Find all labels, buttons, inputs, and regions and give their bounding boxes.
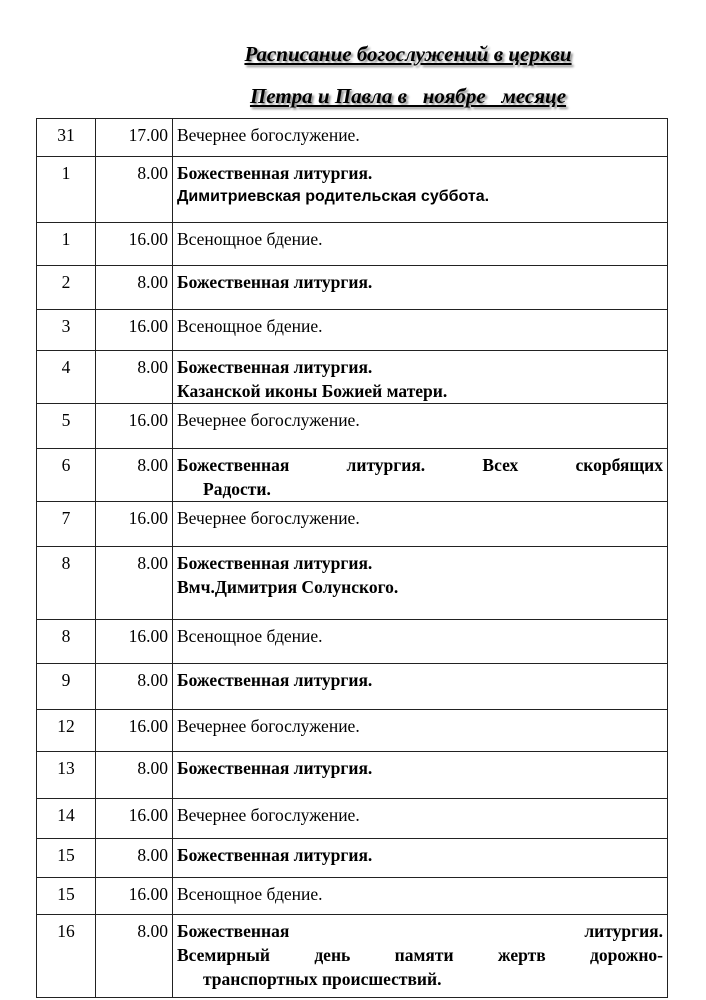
service-line: Радости. bbox=[203, 479, 271, 499]
service-cell bbox=[173, 710, 668, 752]
time-cell: 16.00 bbox=[96, 310, 173, 351]
table-row bbox=[37, 915, 668, 998]
table-row bbox=[37, 449, 668, 502]
table-row bbox=[37, 710, 668, 752]
service-cell bbox=[173, 839, 668, 878]
table-row bbox=[37, 547, 668, 620]
time-cell: 8.00 bbox=[96, 664, 173, 710]
service-line: Всенощное бдение. bbox=[177, 316, 323, 336]
service-line: Вечернее богослужение. bbox=[177, 508, 360, 528]
service-cell bbox=[173, 404, 668, 449]
table-row bbox=[37, 620, 668, 664]
time-cell: 16.00 bbox=[96, 620, 173, 664]
time-cell: 17.00 bbox=[96, 119, 173, 157]
service-cell bbox=[173, 157, 668, 223]
service-line: Всенощное бдение. bbox=[177, 884, 323, 904]
service-line: Божественная литургия. bbox=[177, 670, 373, 690]
service-line: Казанской иконы Божией матери. bbox=[177, 381, 448, 401]
service-cell bbox=[173, 449, 668, 502]
table-row bbox=[37, 502, 668, 547]
table-row bbox=[37, 310, 668, 351]
page-title-line-1: Расписание богослужений в церкви bbox=[244, 42, 572, 66]
table-row bbox=[37, 119, 668, 157]
service-line: Вечернее богослужение. bbox=[177, 125, 360, 145]
date-cell: 15 bbox=[37, 839, 96, 878]
date-cell: 8 bbox=[37, 547, 96, 620]
service-cell bbox=[173, 310, 668, 351]
service-cell bbox=[173, 266, 668, 310]
table-row bbox=[37, 878, 668, 915]
service-cell bbox=[173, 799, 668, 839]
service-cell bbox=[173, 664, 668, 710]
time-cell: 8.00 bbox=[96, 266, 173, 310]
service-cell bbox=[173, 620, 668, 664]
time-cell: 16.00 bbox=[96, 404, 173, 449]
service-line: Божественная литургия. bbox=[177, 553, 373, 573]
service-line: Вмч.Димитрия Солунского. bbox=[177, 577, 399, 597]
service-line: Всенощное бдение. bbox=[177, 229, 323, 249]
service-cell bbox=[173, 915, 668, 998]
service-cell bbox=[173, 351, 668, 404]
time-cell: 8.00 bbox=[96, 157, 173, 223]
table-row bbox=[37, 799, 668, 839]
service-line: Божественная литургия. Всех скорбящих bbox=[177, 455, 663, 475]
service-line: транспортных происшествий. bbox=[203, 969, 442, 989]
date-cell: 8 bbox=[37, 620, 96, 664]
service-cell bbox=[173, 502, 668, 547]
service-line: Вечернее богослужение. bbox=[177, 410, 360, 430]
service-line: Божественная литургия. bbox=[177, 163, 373, 183]
time-cell: 16.00 bbox=[96, 878, 173, 915]
service-cell bbox=[173, 547, 668, 620]
date-cell: 9 bbox=[37, 664, 96, 710]
time-cell: 8.00 bbox=[96, 752, 173, 799]
page-title-line-2: Петра и Павла в ноябре месяце bbox=[249, 84, 567, 108]
service-line: Божественная литургия. bbox=[177, 272, 373, 292]
date-cell: 13 bbox=[37, 752, 96, 799]
time-cell: 16.00 bbox=[96, 799, 173, 839]
table-row bbox=[37, 752, 668, 799]
time-cell: 16.00 bbox=[96, 710, 173, 752]
date-cell: 15 bbox=[37, 878, 96, 915]
time-cell: 16.00 bbox=[96, 502, 173, 547]
date-cell: 1 bbox=[37, 157, 96, 223]
service-line: Божественная литургия. bbox=[177, 758, 373, 778]
service-line: Божественная литургия. bbox=[177, 357, 373, 377]
time-cell: 8.00 bbox=[96, 547, 173, 620]
service-cell bbox=[173, 223, 668, 266]
service-line: Димитриевская родительская суббота. bbox=[177, 188, 490, 205]
time-cell: 8.00 bbox=[96, 839, 173, 878]
time-cell: 8.00 bbox=[96, 915, 173, 998]
date-cell: 4 bbox=[37, 351, 96, 404]
service-line: Божественная литургия. bbox=[177, 845, 373, 865]
table-row bbox=[37, 839, 668, 878]
service-cell bbox=[173, 878, 668, 915]
date-cell: 3 bbox=[37, 310, 96, 351]
date-cell: 6 bbox=[37, 449, 96, 502]
time-cell: 8.00 bbox=[96, 351, 173, 404]
table-row bbox=[37, 223, 668, 266]
time-cell: 8.00 bbox=[96, 449, 173, 502]
date-cell: 5 bbox=[37, 404, 96, 449]
time-cell: 16.00 bbox=[96, 223, 173, 266]
date-cell: 14 bbox=[37, 799, 96, 839]
table-row bbox=[37, 404, 668, 449]
date-cell: 16 bbox=[37, 915, 96, 998]
service-line: Божественная литургия. bbox=[177, 921, 663, 941]
date-cell: 1 bbox=[37, 223, 96, 266]
service-line: Всемирный день памяти жертв дорожно- bbox=[177, 945, 663, 965]
service-line: Вечернее богослужение. bbox=[177, 716, 360, 736]
date-cell: 7 bbox=[37, 502, 96, 547]
date-cell: 31 bbox=[37, 119, 96, 157]
table-row bbox=[37, 157, 668, 223]
table-row bbox=[37, 266, 668, 310]
date-cell: 2 bbox=[37, 266, 96, 310]
date-cell: 12 bbox=[37, 710, 96, 752]
service-cell bbox=[173, 752, 668, 799]
service-cell bbox=[173, 119, 668, 157]
service-line: Вечернее богослужение. bbox=[177, 805, 360, 825]
service-line: Всенощное бдение. bbox=[177, 626, 323, 646]
table-row bbox=[37, 664, 668, 710]
table-row bbox=[37, 351, 668, 404]
schedule-table bbox=[36, 118, 668, 998]
